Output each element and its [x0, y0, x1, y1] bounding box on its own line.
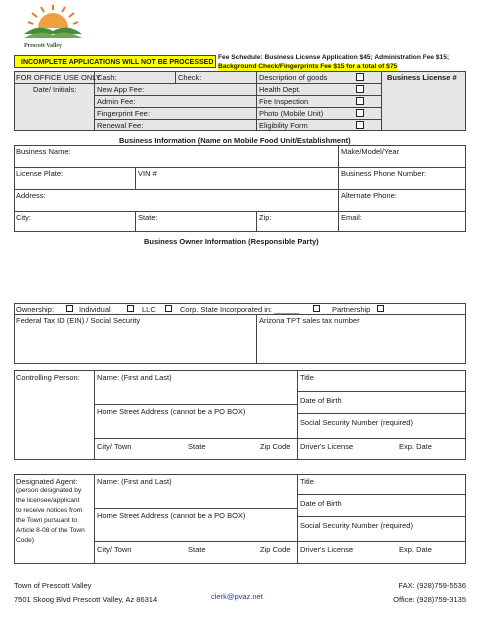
address-field[interactable]	[60, 190, 335, 210]
footer-email-link[interactable]: clerk@pvaz.net	[211, 592, 263, 601]
health-dept-label: Health Dept.	[259, 85, 301, 94]
eligibility-form-checkbox[interactable]	[356, 121, 364, 129]
owner-info-area[interactable]	[14, 248, 466, 302]
business-info-heading: Business Information (Name on Mobile Food Unit/Establishment)	[119, 136, 351, 145]
agent-desc-line: Article 8-08 of the Town	[16, 527, 85, 534]
fee-schedule-line2: Background Check/Fingerprints Fee $15 for a total of $75	[218, 63, 398, 70]
controlling-person-label: Controlling Person:	[16, 373, 80, 382]
fire-inspection-label: Fire Inspection	[259, 97, 309, 106]
corp-label: Corp. State Incorporated in: ______	[180, 305, 300, 314]
business-name-field[interactable]	[90, 146, 335, 166]
vin-label: VIN #	[138, 169, 157, 178]
controlling-name-label: Name: (First and Last)	[97, 373, 172, 382]
tpt-label: Arizona TPT sales tax number	[259, 316, 360, 325]
renewal-fee-label: Renewal Fee:	[97, 121, 144, 130]
controlling-license-label: Driver's License	[300, 442, 354, 451]
llc-checkbox[interactable]	[127, 305, 134, 312]
agent-exp-label: Exp. Date	[399, 545, 432, 554]
alternate-phone-label: Alternate Phone:	[341, 191, 397, 200]
zip-label: Zip:	[259, 213, 272, 222]
controlling-dob-label: Date of Birth	[300, 396, 342, 405]
logo	[20, 4, 86, 50]
partnership-label: Partnership	[332, 305, 371, 314]
for-office-use-label: FOR OFFICE USE ONLY	[16, 73, 101, 82]
admin-fee-label: Admin Fee:	[97, 97, 136, 106]
agent-dob-label: Date of Birth	[300, 499, 342, 508]
controlling-title-label: Title	[300, 373, 314, 382]
state-label: State:	[138, 213, 158, 222]
footer-office-phone: Office: (928)759-3135	[393, 595, 466, 604]
owner-info-heading: Business Owner Information (Responsible Party)	[144, 237, 319, 246]
incomplete-notice: INCOMPLETE APPLICATIONS WILL NOT BE PROCESSED	[14, 55, 216, 68]
license-plate-label: License Plate:	[16, 169, 64, 178]
fee-schedule-line1: Fee Schedule: Business License Application $45; Administration Fee $15;	[218, 54, 450, 61]
controlling-city-label: City/ Town	[97, 442, 132, 451]
agent-ssn-label: Social Security Number (required)	[300, 521, 413, 530]
footer-fax: FAX: (928)759-5536	[398, 581, 466, 590]
footer-town: Town of Prescott Valley	[14, 581, 92, 590]
controlling-state-label: State	[188, 442, 206, 451]
new-app-fee-label: New App Fee:	[97, 85, 145, 94]
prescott-valley-logo-icon	[20, 4, 86, 42]
agent-title-label: Title	[300, 477, 314, 486]
tax-id-label: Federal Tax ID (EIN) / Social Security	[16, 316, 141, 325]
agent-desc-line: to receive notices from	[16, 507, 83, 514]
corp-state-checkbox[interactable]	[313, 305, 320, 312]
email-label: Email:	[341, 213, 362, 222]
agent-desc-line: Code)	[16, 537, 34, 544]
controlling-exp-label: Exp. Date	[399, 442, 432, 451]
agent-address-label: Home Street Address (cannot be a PO BOX)	[97, 511, 246, 520]
make-model-label: Make/Model/Year	[341, 147, 400, 156]
cash-label: Cash:	[97, 73, 117, 82]
controlling-ssn-label: Social Security Number (required)	[300, 418, 413, 427]
city-label: City:	[16, 213, 31, 222]
photo-mobile-label: Photo (Mobile Unit)	[259, 109, 324, 118]
business-license-label: Business License #	[387, 73, 457, 82]
partnership-checkbox[interactable]	[377, 305, 384, 312]
controlling-address-label: Home Street Address (cannot be a PO BOX)	[97, 407, 246, 416]
agent-license-label: Driver's License	[300, 545, 354, 554]
check-label: Check:	[178, 73, 202, 82]
fingerprint-fee-label: Fingerprint Fee:	[97, 109, 150, 118]
corp-checkbox[interactable]	[165, 305, 172, 312]
agent-desc-line: the Town pursuant to	[16, 517, 78, 524]
address-label: Address:	[16, 191, 46, 200]
business-phone-label: Business Phone Number:	[341, 169, 427, 178]
business-name-label: Business Name:	[16, 147, 71, 156]
agent-name-label: Name: (First and Last)	[97, 477, 172, 486]
footer-address: 7501 Skoog Blvd Prescott Valley, Az 86314	[14, 595, 158, 604]
agent-desc-line: (person designated by	[16, 487, 82, 494]
designated-agent-label: Designated Agent:	[16, 477, 78, 486]
ownership-label: Ownership:	[16, 305, 54, 314]
individual-label: Individual	[79, 305, 111, 314]
health-dept-checkbox[interactable]	[356, 85, 364, 93]
logo-text: Prescott Valley	[24, 43, 63, 49]
agent-state-label: State	[188, 545, 206, 554]
agent-desc-line: the licensee/applicant	[16, 497, 80, 504]
agent-city-label: City/ Town	[97, 545, 132, 554]
description-goods-label: Description of goods	[259, 73, 328, 82]
individual-checkbox[interactable]	[66, 305, 73, 312]
description-goods-checkbox[interactable]	[356, 73, 364, 81]
fire-inspection-checkbox[interactable]	[356, 97, 364, 105]
date-initials-label: Date/ Initials:	[33, 85, 77, 94]
eligibility-form-label: Eligibility Form	[259, 121, 308, 130]
controlling-zip-label: Zip Code	[260, 442, 291, 451]
agent-zip-label: Zip Code	[260, 545, 291, 554]
photo-mobile-checkbox[interactable]	[356, 109, 364, 117]
llc-label: LLC	[142, 305, 156, 314]
